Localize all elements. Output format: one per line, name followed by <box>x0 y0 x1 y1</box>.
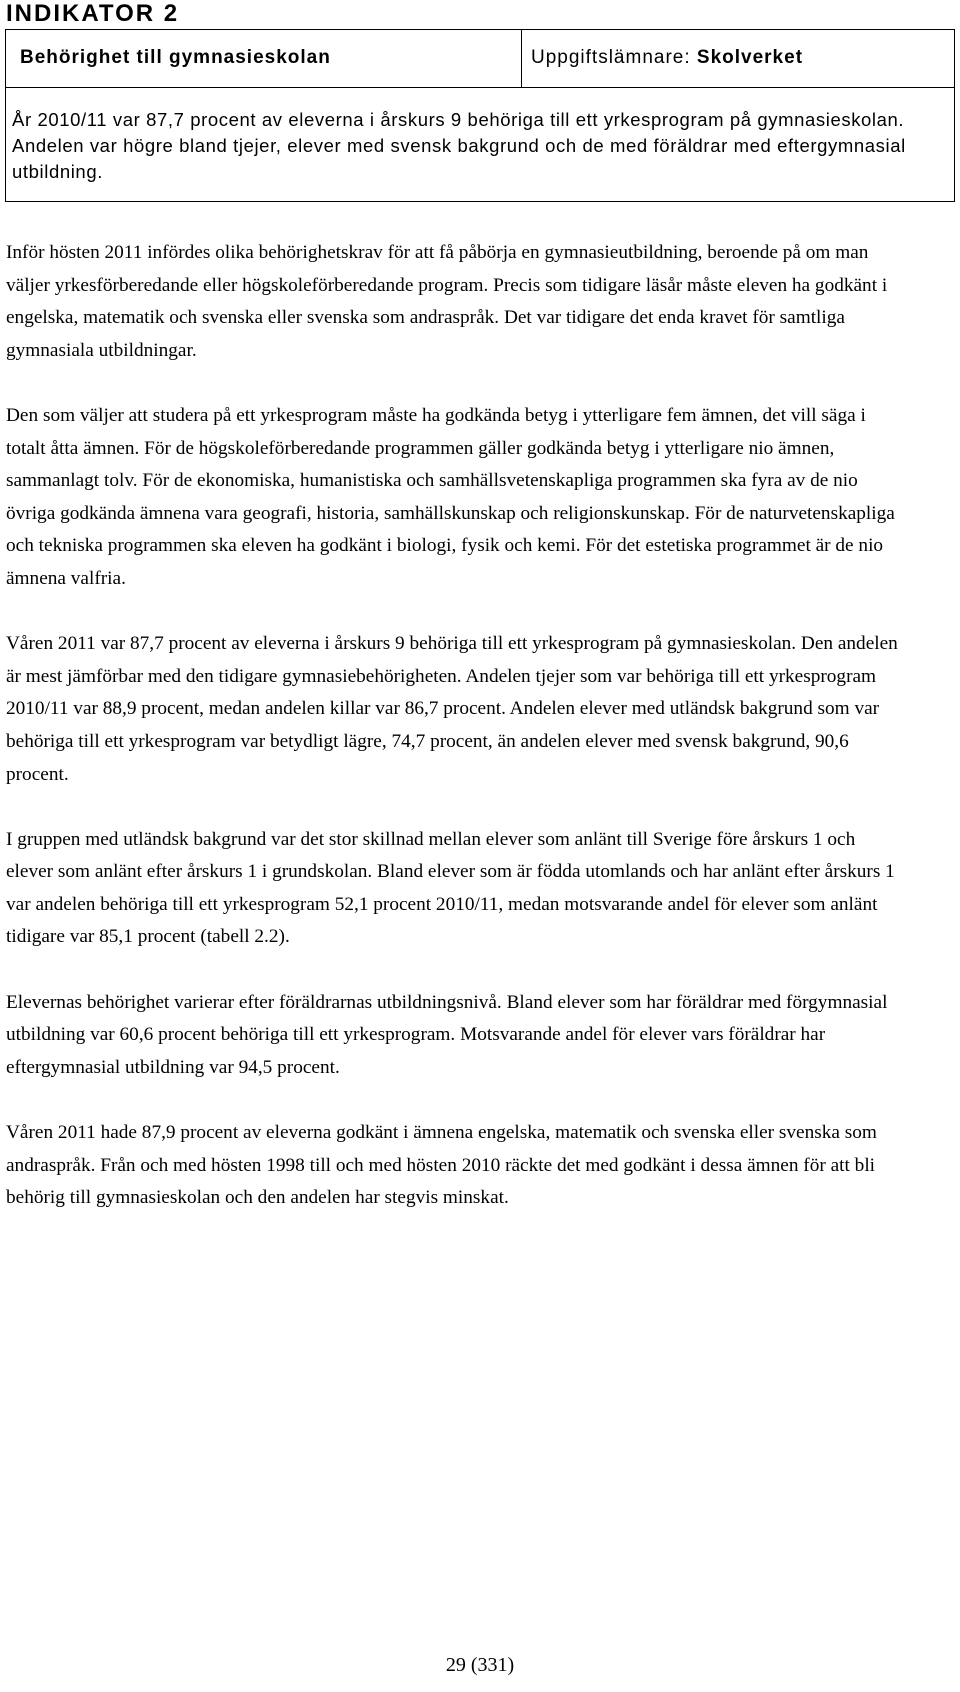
paragraph: Våren 2011 hade 87,9 procent av eleverna godkänt i ämnena engelska, matematik och svenska eller svenska som andraspråk. Från och med hösten 1998 till och med hösten 2010 räckte det med godkänt i dessa ämnen för att bli behörig till gymnasieskolan och den andelen har stegvis minskat. <box>6 1122 877 1209</box>
indicator-info-box <box>5 29 955 202</box>
indicator-summary: År 2010/11 var 87,7 procent av eleverna i årskurs 9 behöriga till ett yrkesprogram på gymnasieskolan. Andelen var högre bland tjejer, elever med svensk bakgrund och de med föräldrar med eftergymnasial utbildning. <box>12 109 906 182</box>
page-number: 29 (331) <box>445 1654 515 1676</box>
paragraph: Elevernas behörighet varierar efter föräldrarnas utbildningsnivå. Bland elever som har föräldrar med förgymnasial utbildning var 60,6 procent behöriga till ett yrkesprogram. Motsvarande andel för elever vars föräldrar har eftergymnasial utbildning var 94,5 procent. <box>6 991 888 1078</box>
data-source <box>522 30 954 88</box>
paragraph: Den som väljer att studera på ett yrkesprogram måste ha godkända betyg i ytterligare fem ämnen, det vill säga i totalt åtta ämnen. För de högskoleförberedande programmen gäller godkända betyg i ytterligare nio ämnen, sammanlagt tolv. För de ekonomiska, humanistiska och samhällsvetenskapliga programmen ska fyra av de nio övriga godkända ämnena vara geografi, historia, samhällskunskap och religionskunskap. För de naturvetenskapliga och tekniska programmen ska eleven ha godkänt i biologi, fysik och kemi. För det estetiska programmet är de nio ämnena valfria. <box>6 404 895 589</box>
paragraph: I gruppen med utländsk bakgrund var det stor skillnad mellan elever som anlänt till Sverige före årskurs 1 och elever som anlänt efter årskurs 1 i grundskolan. Bland elever som är födda utomlands och har anlänt efter årskurs 1 var andelen behöriga till ett yrkesprogram 52,1 procent 2010/11, medan motsvarande andel för elever som anlänt tidigare var 85,1 procent (tabell 2.2). <box>6 828 895 948</box>
data-source-label: Uppgiftslämnare: <box>531 47 697 68</box>
indicator-heading: Behörighet till gymnasieskolan <box>6 30 522 88</box>
paragraph: Inför hösten 2011 infördes olika behörighetskrav för att få påbörja en gymnasieutbildning, beroende på om man väljer yrkesförberedande eller högskoleförberedande program. Precis som tidigare läsår måste eleven ha godkänt i engelska, matematik och svenska eller svenska som andraspråk. Det var tidigare det enda kravet för samtliga gymnasiala utbildningar. <box>6 242 888 361</box>
indicator-title: INDIKATOR 2 <box>6 0 180 27</box>
data-source-name: Skolverket <box>696 47 804 68</box>
paragraph: Våren 2011 var 87,7 procent av eleverna i årskurs 9 behöriga till ett yrkesprogram på gymnasieskolan. Den andelen är mest jämförbar med den tidigare gymnasiebehörigheten. Andelen tjejer som var behöriga till ett yrkesprogram 2010/11 var 88,9 procent, medan andelen killar var 86,7 procent. Andelen elever med utländsk bakgrund som var behöriga till ett yrkesprogram var betydligt lägre, 74,7 procent, än andelen elever med svensk bakgrund, 90,6 procent. <box>6 633 898 785</box>
body-text <box>6 237 906 1247</box>
